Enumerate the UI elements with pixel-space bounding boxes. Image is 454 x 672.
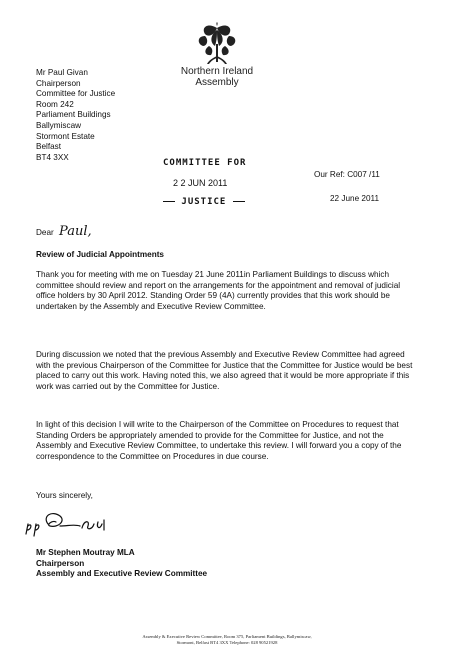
- body-paragraph-2: During discussion we noted that the previous Assembly and Executive Review Committee had agreed with the previous Chairperson of the Committee for Justice that the Committee for Justice would be best placed to carry out this work. Having noted this, we also agreed that it would be more appropriate if this work was carried out by the Committee for Justice.: [36, 350, 413, 391]
- body-paragraph-3: In light of this decision I will write to the Chairperson of the Committee on Procedures to request that Standing Orders be appropriately amended to provide for the Committee for Justice, and not the Assembly and Executive Review Committee, to undertake this review. I will forward you a copy of the correspondence to the Committee on Procedures in due course.: [36, 420, 402, 461]
- stamp-justice-text: JUSTICE: [181, 197, 227, 207]
- footer-line2: Stormont, Belfast BT4 3XX Telephone: 028 90521928: [176, 640, 278, 645]
- address-line: Stormont Estate: [36, 131, 95, 141]
- letter-footer: [60, 634, 394, 646]
- address-line: Parliament Buildings: [36, 110, 111, 120]
- flax-flower-emblem-icon: [195, 20, 239, 66]
- assembly-logo: [165, 20, 269, 88]
- address-line: Room 242: [36, 99, 74, 109]
- address-line: BT4 3XX: [36, 152, 69, 162]
- signer-name: Mr Stephen Moutray MLA: [36, 548, 135, 557]
- salutation-handwritten-name: Paul,: [59, 224, 92, 239]
- letter-date: 22 June 2011: [330, 194, 380, 203]
- signer-title: Chairperson: [36, 558, 85, 568]
- stamp-justice-line: [163, 197, 246, 207]
- signer-block: [36, 548, 207, 580]
- footer-line1: Assembly & Executive Review Committee, Room 375, Parliament Buildings, Ballymiscaw,: [142, 634, 312, 639]
- stamp-committee-line: COMMITTEE FOR: [163, 158, 247, 168]
- address-line: Belfast: [36, 142, 62, 152]
- our-reference: Our Ref: C007 /11: [314, 170, 380, 179]
- recipient-address: [36, 68, 115, 163]
- handwritten-signature-icon: [22, 504, 132, 545]
- salutation-dear: Dear: [36, 228, 54, 237]
- closing: Yours sincerely,: [36, 491, 93, 500]
- address-line: Mr Paul Givan: [36, 68, 88, 77]
- salutation: [36, 224, 92, 239]
- address-line: Ballymiscaw: [36, 120, 82, 130]
- received-stamp: [163, 158, 246, 207]
- assembly-name-line1: Northern Ireland: [180, 66, 254, 77]
- signer-committee: Assembly and Executive Review Committee: [36, 569, 208, 579]
- address-line: Committee for Justice: [36, 89, 116, 99]
- assembly-name-line2: Assembly: [195, 77, 239, 88]
- address-line: Chairperson: [36, 78, 81, 88]
- letter-subject: Review of Judicial Appointments: [36, 250, 164, 259]
- body-paragraph-1: Thank you for meeting with me on Tuesday 21 June 2011in Parliament Buildings to discuss which committee should review and report on the arrangements for the appointment and removal of judicial office holders by 30 April 2012. Standing Order 59 (4A) currently provides that this work should be undertaken by the Assembly and Executive Review Committee.: [36, 270, 401, 311]
- stamp-date: 2 2 JUN 2011: [173, 178, 228, 188]
